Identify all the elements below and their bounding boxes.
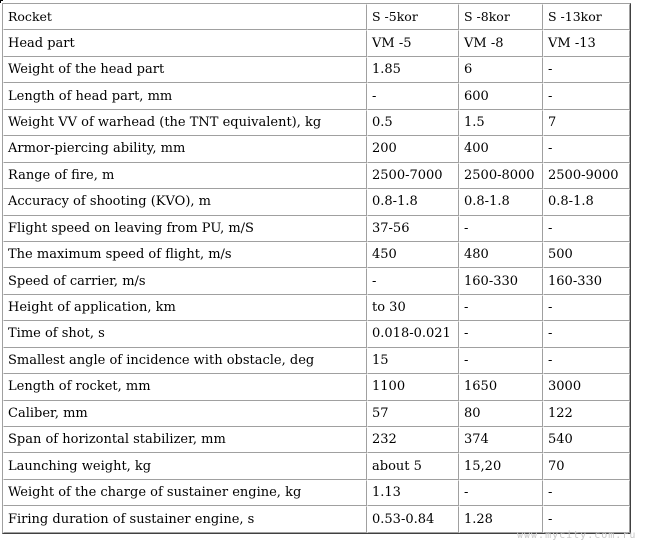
s8kor-cell: 400 (459, 136, 543, 162)
s8kor-cell: 160-330 (459, 268, 543, 294)
table-row (3, 163, 630, 189)
s5kor-cell: 0.5 (367, 110, 459, 136)
table-row (3, 348, 630, 374)
s8kor-cell: 1.28 (459, 506, 543, 533)
header-cell-s5kor: S -5kor (367, 4, 459, 30)
table-row (3, 189, 630, 215)
spec-table-body (3, 4, 630, 533)
table-row (3, 268, 630, 294)
s5kor-cell: 2500-7000 (367, 163, 459, 189)
s8kor-cell: 1.5 (459, 110, 543, 136)
spec-table-container (2, 3, 629, 534)
s13kor-cell: - (543, 83, 630, 109)
s8kor-cell: 480 (459, 242, 543, 268)
table-row (3, 295, 630, 321)
s13kor-cell: - (543, 321, 630, 347)
table-row (3, 57, 630, 83)
header-cell-s8kor: S -8kor (459, 4, 543, 30)
parameter-cell: Height of application, km (3, 295, 367, 321)
parameter-cell: Length of head part, mm (3, 83, 367, 109)
table-row (3, 427, 630, 453)
s8kor-cell: 80 (459, 401, 543, 427)
table-row (3, 83, 630, 109)
s8kor-cell: - (459, 480, 543, 506)
s5kor-cell: 200 (367, 136, 459, 162)
parameter-cell: Firing duration of sustainer engine, s (3, 506, 367, 533)
s8kor-cell: VM -8 (459, 30, 543, 56)
s13kor-cell: - (543, 57, 630, 83)
table-row (3, 216, 630, 242)
s13kor-cell: 500 (543, 242, 630, 268)
s5kor-cell: 1100 (367, 374, 459, 400)
table-row (3, 453, 630, 479)
parameter-cell: Speed of carrier, m/s (3, 268, 367, 294)
watermark-text: www.mycity.com.ru (517, 530, 637, 541)
s5kor-cell: 15 (367, 348, 459, 374)
s5kor-cell: 57 (367, 401, 459, 427)
table-row (3, 506, 630, 533)
parameter-cell: Armor-piercing ability, mm (3, 136, 367, 162)
s13kor-cell: - (543, 295, 630, 321)
table-header-row (3, 4, 630, 30)
s8kor-cell: 15,20 (459, 453, 543, 479)
parameter-cell: Weight of the charge of sustainer engine, kg (3, 480, 367, 506)
s8kor-cell: 600 (459, 83, 543, 109)
s5kor-cell: 1.85 (367, 57, 459, 83)
table-row (3, 480, 630, 506)
s5kor-cell: VM -5 (367, 30, 459, 56)
header-cell-s13kor: S -13kor (543, 4, 630, 30)
parameter-cell: Time of shot, s (3, 321, 367, 347)
s5kor-cell: - (367, 83, 459, 109)
s13kor-cell: 122 (543, 401, 630, 427)
s13kor-cell: - (543, 480, 630, 506)
s8kor-cell: 374 (459, 427, 543, 453)
s5kor-cell: 0.53-0.84 (367, 506, 459, 533)
table-row (3, 136, 630, 162)
s13kor-cell: VM -13 (543, 30, 630, 56)
s13kor-cell: 3000 (543, 374, 630, 400)
s13kor-cell: 7 (543, 110, 630, 136)
parameter-cell: The maximum speed of flight, m/s (3, 242, 367, 268)
parameter-cell: Launching weight, kg (3, 453, 367, 479)
s5kor-cell: 0.018-0.021 (367, 321, 459, 347)
parameter-cell: Weight VV of warhead (the TNT equivalent), kg (3, 110, 367, 136)
s5kor-cell: about 5 (367, 453, 459, 479)
s13kor-cell: - (543, 348, 630, 374)
s13kor-cell: 2500-9000 (543, 163, 630, 189)
parameter-cell: Accuracy of shooting (KVO), m (3, 189, 367, 215)
s8kor-cell: - (459, 216, 543, 242)
s13kor-cell: - (543, 216, 630, 242)
parameter-cell: Span of horizontal stabilizer, mm (3, 427, 367, 453)
parameter-cell: Smallest angle of incidence with obstacle, deg (3, 348, 367, 374)
table-row (3, 401, 630, 427)
s8kor-cell: - (459, 321, 543, 347)
parameter-cell: Weight of the head part (3, 57, 367, 83)
s8kor-cell: 1650 (459, 374, 543, 400)
table-row (3, 374, 630, 400)
s13kor-cell: - (543, 136, 630, 162)
s13kor-cell: - (543, 506, 630, 533)
s8kor-cell: 2500-8000 (459, 163, 543, 189)
s5kor-cell: 232 (367, 427, 459, 453)
s13kor-cell: 70 (543, 453, 630, 479)
rocket-spec-table (2, 3, 631, 534)
parameter-cell: Caliber, mm (3, 401, 367, 427)
s13kor-cell: 540 (543, 427, 630, 453)
s8kor-cell: 0.8-1.8 (459, 189, 543, 215)
s5kor-cell: 0.8-1.8 (367, 189, 459, 215)
parameter-cell: Length of rocket, mm (3, 374, 367, 400)
s8kor-cell: - (459, 348, 543, 374)
s5kor-cell: - (367, 268, 459, 294)
table-row (3, 30, 630, 56)
table-row (3, 110, 630, 136)
table-row (3, 242, 630, 268)
parameter-cell: Range of fire, m (3, 163, 367, 189)
header-cell-parameter: Rocket (3, 4, 367, 30)
parameter-cell: Head part (3, 30, 367, 56)
s5kor-cell: to 30 (367, 295, 459, 321)
s8kor-cell: - (459, 295, 543, 321)
s5kor-cell: 1.13 (367, 480, 459, 506)
s13kor-cell: 160-330 (543, 268, 630, 294)
parameter-cell: Flight speed on leaving from PU, m/S (3, 216, 367, 242)
s13kor-cell: 0.8-1.8 (543, 189, 630, 215)
s5kor-cell: 37-56 (367, 216, 459, 242)
s8kor-cell: 6 (459, 57, 543, 83)
table-row (3, 321, 630, 347)
s5kor-cell: 450 (367, 242, 459, 268)
